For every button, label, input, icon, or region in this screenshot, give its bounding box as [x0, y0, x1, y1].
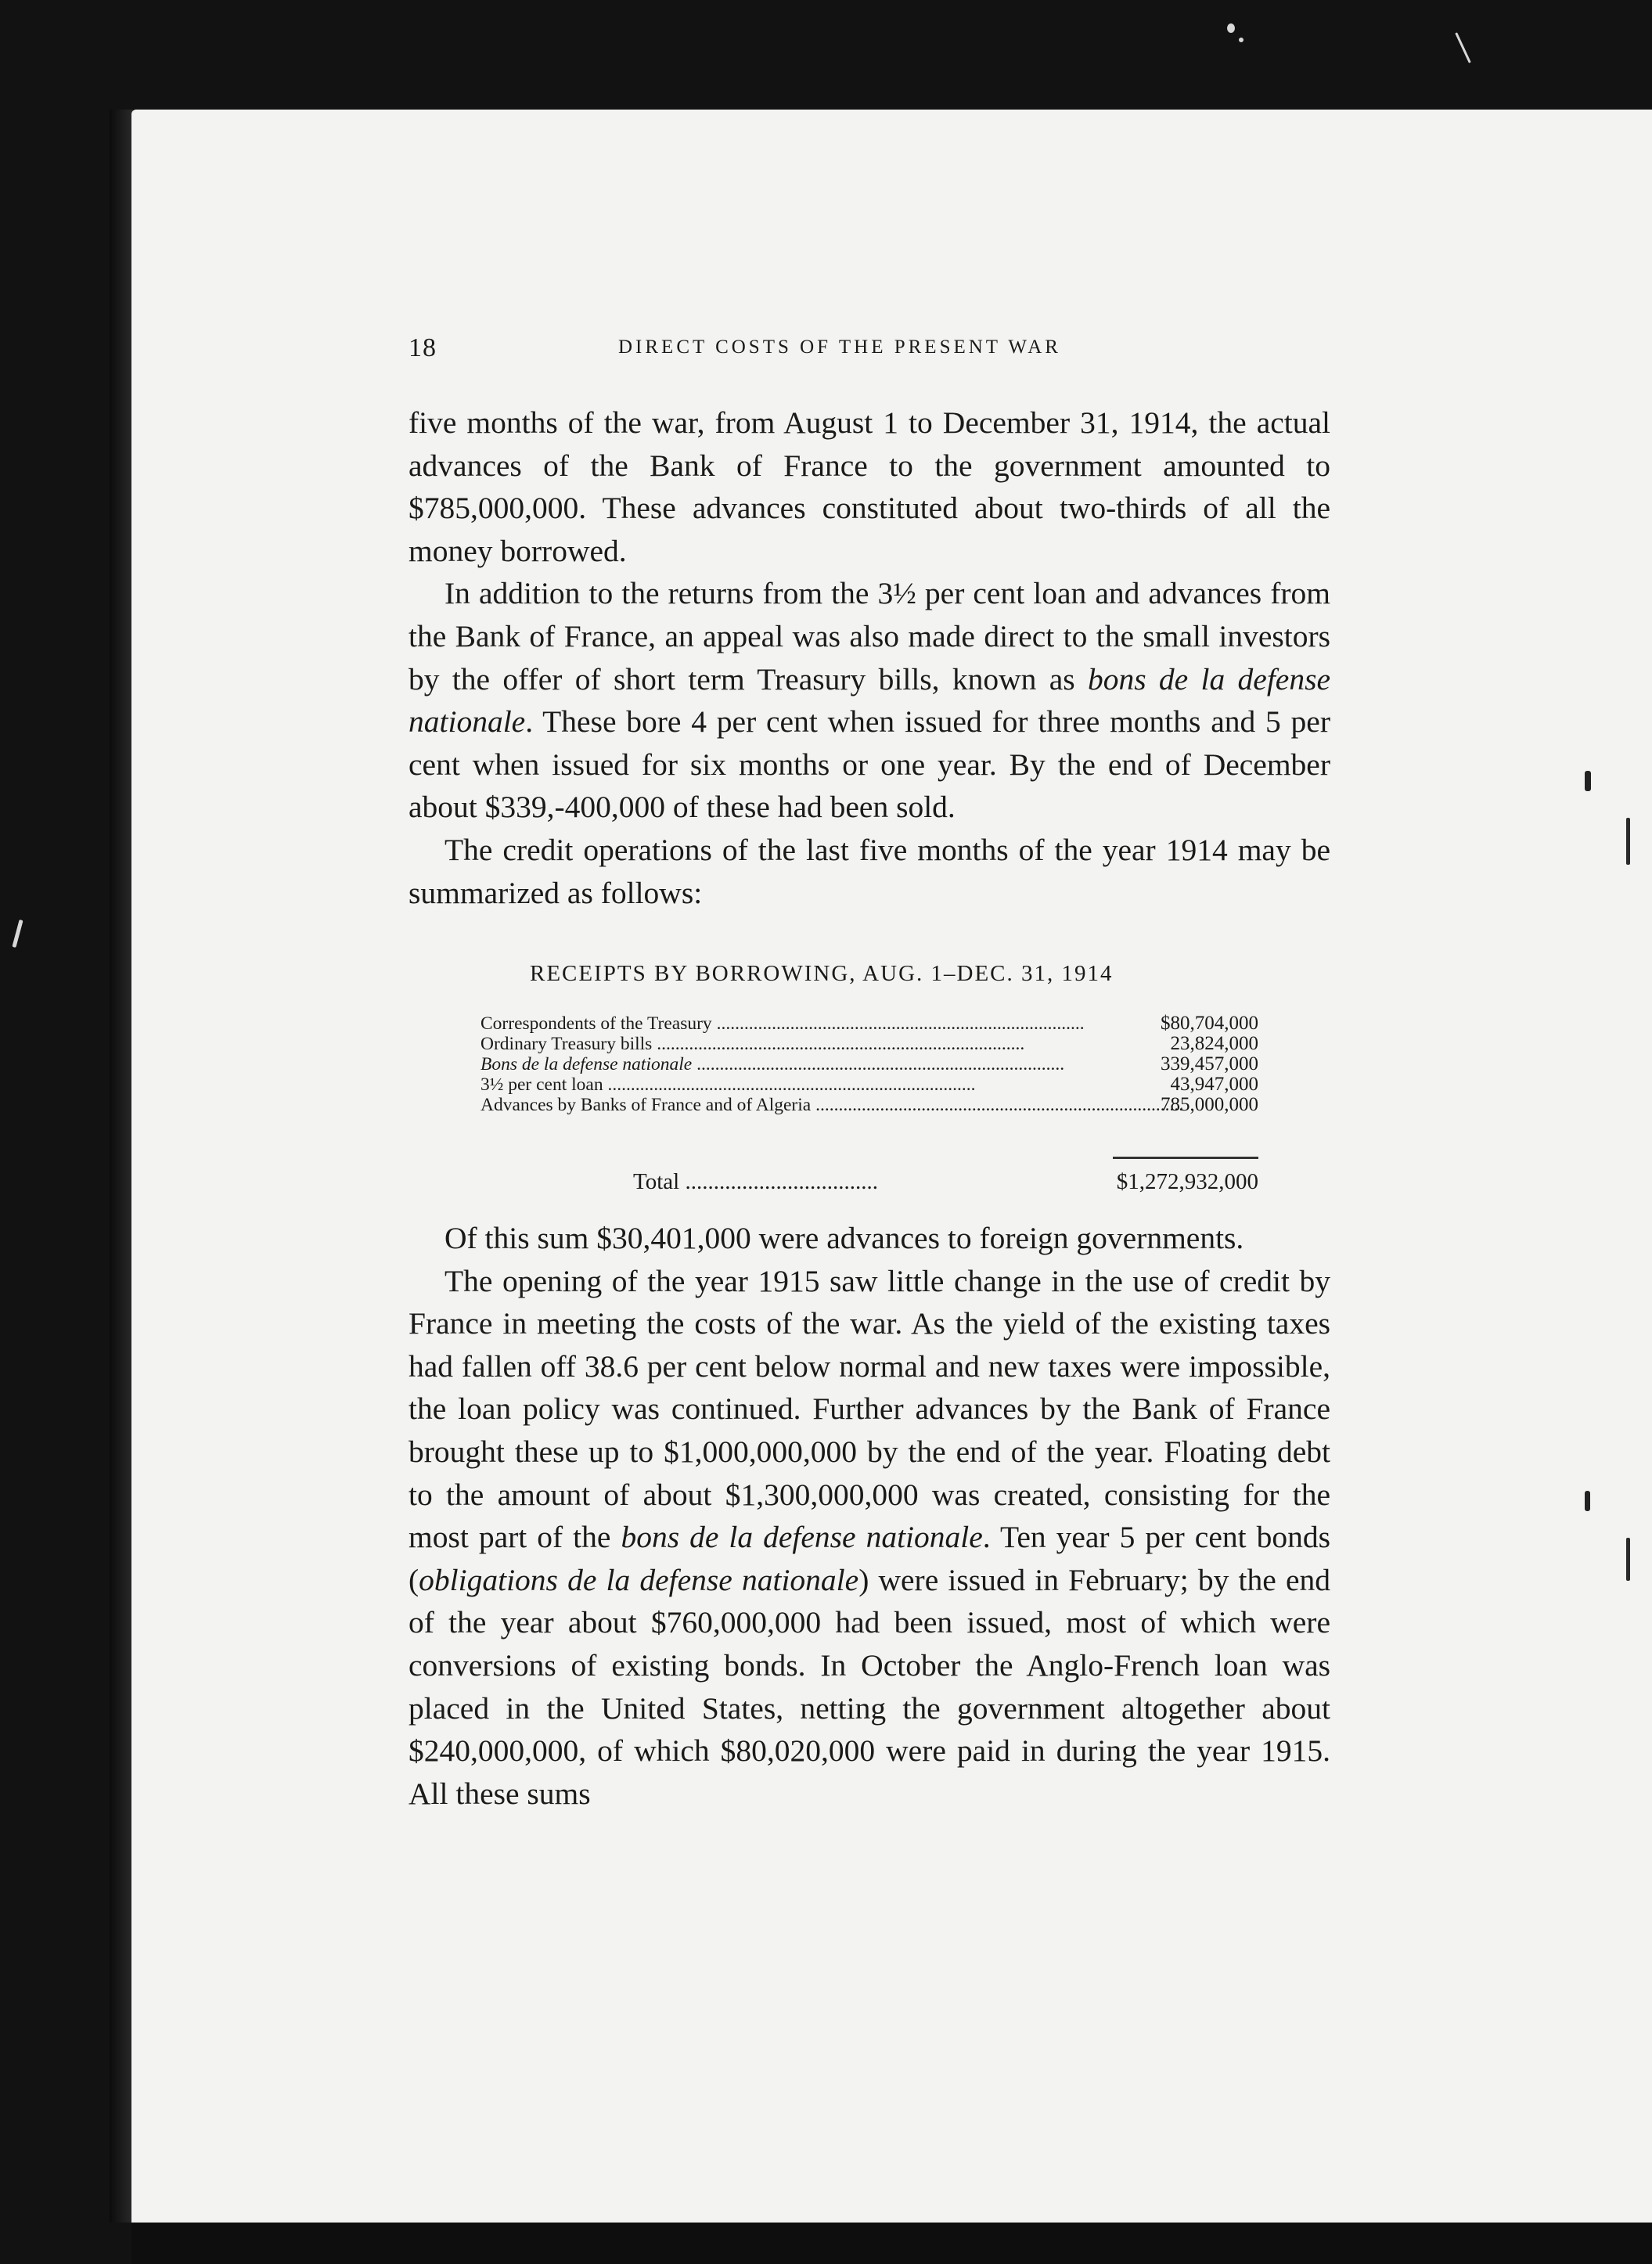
- row-amount: 785,000,000: [1161, 1094, 1258, 1115]
- table-row: [480, 1095, 1258, 1115]
- running-header: [409, 333, 1330, 368]
- row-label: Ordinary Treasury bills ................................................................................: [480, 1034, 1025, 1054]
- row-label: Bons de la defense nationale ................................................................................: [480, 1054, 1065, 1074]
- paragraph: In addition to the returns from the 3½ per cent loan and advances from the Bank of France, an appeal was also made direct to the small investors by the offer of short term Treasury bills, known as bons de la defense nationale. These bore 4 per cent when issued for three months and 5 per cent when issued for six months or one year. By the end of December about $339,-400,000 of these had been sold.: [409, 576, 1330, 825]
- scan-speck: [1227, 23, 1235, 33]
- row-amount: 43,947,000: [1170, 1074, 1258, 1095]
- edge-mark: [1585, 771, 1591, 791]
- paragraph: The credit operations of the last five months of the year 1914 may be summarized as follows:: [409, 832, 1330, 910]
- edge-mark: [1626, 1538, 1630, 1581]
- page-number: 18: [409, 333, 437, 362]
- receipts-table: [480, 1013, 1258, 1194]
- row-label: 3½ per cent loan ................................................................................: [480, 1074, 976, 1095]
- scan-bottom-border: [131, 2223, 1652, 2264]
- body-text-bottom: [409, 1217, 1330, 1815]
- scan-speck: [1239, 38, 1243, 42]
- body-text-top: [409, 401, 1330, 914]
- scan-scratch: [12, 920, 23, 948]
- paragraph: Of this sum $30,401,000 were advances to foreign governments.: [444, 1221, 1244, 1255]
- row-amount: $80,704,000: [1161, 1013, 1258, 1034]
- total-row: [480, 1166, 1258, 1197]
- edge-mark: [1626, 818, 1630, 865]
- scan-scratch: [1455, 32, 1470, 63]
- table-row: [480, 1054, 1258, 1074]
- total-amount: $1,272,932,000: [1116, 1169, 1258, 1194]
- table-title: RECEIPTS BY BORROWING, AUG. 1–DEC. 31, 1914: [530, 961, 1114, 986]
- row-label: Correspondents of the Treasury ................................................................................: [480, 1013, 1085, 1034]
- edge-mark: [1585, 1491, 1590, 1511]
- row-label: Advances by Banks of France and of Algeria ................................................................................: [480, 1095, 1184, 1115]
- total-rule: [1113, 1157, 1258, 1159]
- paragraph: The opening of the year 1915 saw little change in the use of credit by France in meeting the costs of the war. As the yield of the existing taxes had fallen off 38.6 per cent below normal and new taxes were impossible, the loan policy was continued. Further advances by the Bank of France brought these up to $1,000,000,000 by the end of the year. Floating debt to the amount of about $1,300,000,000 was created, consisting for the most part of the bons de la defense nationale. Ten year 5 per cent bonds (obligations de la defense nationale) were issued in February; by the end of the year about $760,000,000 had been issued, most of which were conversions of existing bonds. In October the Anglo-French loan was placed in the United States, netting the government altogether about $240,000,000, of which $80,020,000 were paid in during the year 1915. All these sums: [409, 1263, 1330, 1811]
- row-amount: 23,824,000: [1170, 1033, 1258, 1054]
- paragraph: five months of the war, from August 1 to December 31, 1914, the actual advances of the Bank of France to the government amounted to $785,000,000. These advances constituted about two-thirds of all the money borrowed.: [409, 405, 1330, 568]
- page-spine-shadow: [110, 110, 133, 2223]
- running-title: DIRECT COSTS OF THE PRESENT WAR: [618, 337, 1061, 358]
- table-row: [480, 1034, 1258, 1054]
- table-row: [480, 1074, 1258, 1095]
- row-amount: 339,457,000: [1161, 1053, 1258, 1074]
- table-row: [480, 1013, 1258, 1034]
- total-label: Total ..................................: [633, 1169, 878, 1194]
